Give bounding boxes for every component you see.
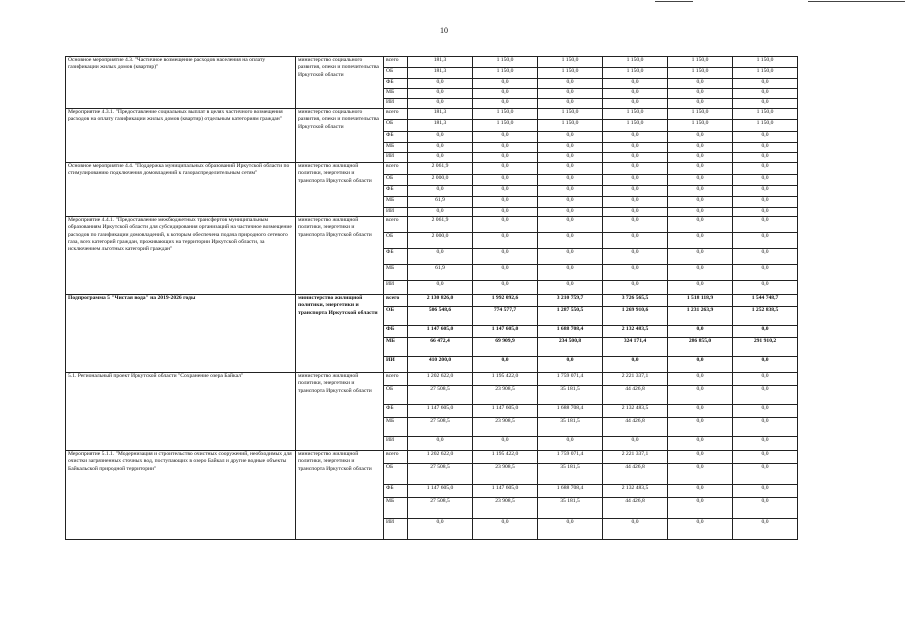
budget-table	[65, 56, 798, 540]
funding-source: МБ	[384, 143, 408, 153]
amount-cell: 2 221 337,1	[603, 451, 668, 464]
funding-source: ОБ	[384, 68, 408, 79]
funding-source: ИИ	[384, 281, 408, 295]
amount-cell: 44 426,8	[603, 464, 668, 485]
funding-source: ФБ	[384, 405, 408, 418]
funding-source: ИИ	[384, 357, 408, 373]
amount-cell: 27 508,5	[408, 464, 473, 485]
amount-cell: 2 061,9	[408, 163, 473, 175]
amount-cell: 27 508,5	[408, 386, 473, 405]
amount-cell: 0,0	[733, 326, 798, 338]
amount-cell: 0,0	[538, 208, 603, 217]
amount-cell: 2 221 337,1	[603, 373, 668, 386]
amount-cell: 0,0	[603, 217, 668, 233]
amount-cell: 1 287 550,5	[538, 307, 603, 326]
amount-cell: 0,0	[668, 153, 733, 163]
amount-cell: 0,0	[733, 208, 798, 217]
amount-cell: 0,0	[668, 217, 733, 233]
funding-source: ОБ	[384, 307, 408, 326]
amount-cell: 1 150,0	[733, 68, 798, 79]
amount-cell: 1 202 622,0	[408, 451, 473, 464]
amount-cell: 0,0	[733, 373, 798, 386]
amount-cell: 1 759 071,4	[538, 451, 603, 464]
amount-cell: 0,0	[473, 233, 538, 249]
amount-cell: 0,0	[733, 485, 798, 498]
funding-source: ОБ	[384, 175, 408, 186]
amount-cell: 0,0	[733, 437, 798, 451]
amount-cell: 0,0	[603, 153, 668, 163]
amount-cell: 0,0	[538, 89, 603, 99]
amount-cell: 0,0	[538, 79, 603, 89]
amount-cell: 27 508,5	[408, 498, 473, 519]
amount-cell: 0,0	[538, 233, 603, 249]
amount-cell: 0,0	[538, 163, 603, 175]
amount-cell: 0,0	[733, 153, 798, 163]
amount-cell: 0,0	[668, 405, 733, 418]
amount-cell: 0,0	[668, 249, 733, 265]
amount-cell: 0,0	[408, 249, 473, 265]
activity-name: Мероприятие 4.3.1. "Предоставление социальных выплат в целях частичного возмещения расходов на оплату газификации жилых домов (квартир) отдельным категориям граждан"	[66, 109, 296, 163]
amount-cell: 1 150,0	[538, 120, 603, 132]
amount-cell: 1 150,0	[733, 109, 798, 120]
amount-cell: 66 472,4	[408, 338, 473, 357]
executor: министерство жилищной политики, энергетики и транспорта Иркутской области	[296, 373, 384, 451]
amount-cell: 1 231 263,9	[668, 307, 733, 326]
amount-cell: 69 909,9	[473, 338, 538, 357]
funding-source: ФБ	[384, 249, 408, 265]
amount-cell: 0,0	[473, 265, 538, 281]
amount-cell: 0,0	[473, 197, 538, 208]
executor: министерство жилищной политики, энергетики и транспорта Иркутской области	[296, 451, 384, 540]
amount-cell: 0,0	[668, 99, 733, 109]
amount-cell: 1 147 605,0	[473, 485, 538, 498]
amount-cell: 774 577,7	[473, 307, 538, 326]
amount-cell: 0,0	[408, 519, 473, 540]
table-row	[66, 217, 798, 233]
amount-cell: 1 269 910,6	[603, 307, 668, 326]
amount-cell: 0,0	[473, 163, 538, 175]
amount-cell: 0,0	[408, 132, 473, 143]
executor: министерство социального развития, опеки и попечительства Иркутской области	[296, 57, 384, 109]
amount-cell: 0,0	[603, 249, 668, 265]
amount-cell: 0,0	[603, 175, 668, 186]
table-row	[66, 373, 798, 386]
amount-cell: 1 150,0	[668, 68, 733, 79]
amount-cell: 0,0	[473, 249, 538, 265]
amount-cell: 0,0	[473, 357, 538, 373]
amount-cell: 410 200,0	[408, 357, 473, 373]
amount-cell: 23 908,5	[473, 386, 538, 405]
table-row	[66, 109, 798, 120]
amount-cell: 0,0	[473, 89, 538, 99]
funding-source: МБ	[384, 498, 408, 519]
amount-cell: 0,0	[668, 281, 733, 295]
amount-cell: 0,0	[668, 233, 733, 249]
amount-cell: 181,3	[408, 57, 473, 68]
amount-cell: 0,0	[668, 418, 733, 437]
amount-cell: 0,0	[733, 89, 798, 99]
amount-cell: 0,0	[733, 498, 798, 519]
amount-cell: 0,0	[408, 153, 473, 163]
amount-cell: 1 150,0	[668, 109, 733, 120]
amount-cell: 0,0	[603, 143, 668, 153]
funding-source: МБ	[384, 89, 408, 99]
amount-cell: 0,0	[733, 464, 798, 485]
amount-cell: 1 195 422,0	[473, 451, 538, 464]
amount-cell: 1 544 748,7	[733, 295, 798, 307]
amount-cell: 23 908,5	[473, 464, 538, 485]
amount-cell: 0,0	[408, 143, 473, 153]
amount-cell: 0,0	[733, 217, 798, 233]
amount-cell: 0,0	[733, 186, 798, 197]
amount-cell: 1 150,0	[603, 109, 668, 120]
funding-source: ФБ	[384, 485, 408, 498]
amount-cell: 0,0	[473, 208, 538, 217]
amount-cell: 0,0	[668, 175, 733, 186]
amount-cell: 1 150,0	[473, 120, 538, 132]
amount-cell: 1 150,0	[668, 120, 733, 132]
amount-cell: 0,0	[408, 437, 473, 451]
amount-cell: 0,0	[668, 451, 733, 464]
amount-cell: 1 150,0	[473, 68, 538, 79]
amount-cell: 181,3	[408, 68, 473, 79]
amount-cell: 1 147 605,0	[473, 326, 538, 338]
amount-cell: 0,0	[733, 418, 798, 437]
executor: министерство жилищной политики, энергетики и транспорта Иркутской области	[296, 217, 384, 295]
amount-cell: 234 500,8	[538, 338, 603, 357]
amount-cell: 0,0	[733, 281, 798, 295]
funding-source: ИИ	[384, 437, 408, 451]
amount-cell: 1 202 622,0	[408, 373, 473, 386]
amount-cell: 0,0	[603, 79, 668, 89]
amount-cell: 0,0	[473, 99, 538, 109]
amount-cell: 0,0	[603, 132, 668, 143]
amount-cell: 0,0	[538, 186, 603, 197]
amount-cell: 1 759 071,4	[538, 373, 603, 386]
amount-cell: 2 132 483,5	[603, 485, 668, 498]
funding-source: ФБ	[384, 132, 408, 143]
amount-cell: 0,0	[603, 163, 668, 175]
activity-name: Мероприятие 5.1.1. "Модернизация и строительство очистных сооружений, необходимых для очистки загрязненных сточных вод, поступающих в озеро Байкал и другие водные объекты Байкальской природной территории"	[66, 451, 296, 540]
amount-cell: 0,0	[668, 519, 733, 540]
amount-cell: 1 150,0	[538, 109, 603, 120]
amount-cell: 1 150,0	[603, 57, 668, 68]
amount-cell: 0,0	[538, 281, 603, 295]
amount-cell: 1 150,0	[603, 120, 668, 132]
amount-cell: 44 426,8	[603, 418, 668, 437]
activity-name: Мероприятие 4.4.1. "Предоставление межбюджетных трансфертов муниципальным образованиям Иркутской области для субсидирования организаций на частичное возмещение расходов по газификации домовладений, к которым обеспечена подача природного сетевого газа, всех категорий граждан, проживающих на территории Иркутской области, за исключением льготных категорий граждан"	[66, 217, 296, 295]
amount-cell: 35 181,5	[538, 418, 603, 437]
amount-cell: 0,0	[538, 357, 603, 373]
amount-cell: 291 910,2	[733, 338, 798, 357]
amount-cell: 35 181,5	[538, 464, 603, 485]
funding-source: МБ	[384, 265, 408, 281]
amount-cell: 1 688 708,4	[538, 485, 603, 498]
amount-cell: 324 171,4	[603, 338, 668, 357]
amount-cell: 0,0	[538, 217, 603, 233]
amount-cell: 0,0	[538, 519, 603, 540]
amount-cell: 1 150,0	[668, 57, 733, 68]
funding-source: МБ	[384, 418, 408, 437]
amount-cell: 0,0	[538, 437, 603, 451]
amount-cell: 0,0	[473, 519, 538, 540]
amount-cell: 0,0	[603, 265, 668, 281]
table-row	[66, 163, 798, 175]
amount-cell: 2 130 826,0	[408, 295, 473, 307]
activity-name: Основное мероприятие 4.3. "Частичное возмещение расходов населения на оплату газификации жилых домов (квартир)"	[66, 57, 296, 109]
funding-source: всего	[384, 109, 408, 120]
amount-cell: 1 147 605,0	[408, 405, 473, 418]
amount-cell: 23 908,5	[473, 498, 538, 519]
amount-cell: 506 548,6	[408, 307, 473, 326]
amount-cell: 0,0	[668, 79, 733, 89]
amount-cell: 0,0	[473, 437, 538, 451]
amount-cell: 0,0	[733, 451, 798, 464]
top-border-line	[808, 1, 905, 2]
funding-source: ИИ	[384, 519, 408, 540]
amount-cell: 3 726 565,5	[603, 295, 668, 307]
amount-cell: 0,0	[538, 249, 603, 265]
amount-cell: 1 147 605,0	[473, 405, 538, 418]
table-row	[66, 451, 798, 464]
amount-cell: 0,0	[408, 89, 473, 99]
amount-cell: 0,0	[668, 265, 733, 281]
amount-cell: 61,9	[408, 197, 473, 208]
funding-source: МБ	[384, 338, 408, 357]
amount-cell: 0,0	[733, 99, 798, 109]
amount-cell: 0,0	[733, 175, 798, 186]
amount-cell: 0,0	[603, 437, 668, 451]
amount-cell: 0,0	[473, 143, 538, 153]
funding-source: ОБ	[384, 120, 408, 132]
amount-cell: 1 150,0	[473, 109, 538, 120]
amount-cell: 0,0	[473, 186, 538, 197]
amount-cell: 0,0	[668, 186, 733, 197]
funding-source: всего	[384, 373, 408, 386]
amount-cell: 0,0	[408, 208, 473, 217]
activity-name: 5.1. Региональный проект Иркутской области "Сохранение озера Байкал"	[66, 373, 296, 451]
amount-cell: 23 908,5	[473, 418, 538, 437]
amount-cell: 1 147 605,0	[408, 326, 473, 338]
funding-source: всего	[384, 57, 408, 68]
amount-cell: 1 992 092,6	[473, 295, 538, 307]
amount-cell: 0,0	[603, 519, 668, 540]
amount-cell: 1 195 422,0	[473, 373, 538, 386]
funding-source: ОБ	[384, 233, 408, 249]
amount-cell: 0,0	[668, 197, 733, 208]
funding-source: ИИ	[384, 99, 408, 109]
amount-cell: 0,0	[473, 79, 538, 89]
amount-cell: 0,0	[733, 249, 798, 265]
amount-cell: 0,0	[603, 89, 668, 99]
amount-cell: 35 181,5	[538, 498, 603, 519]
amount-cell: 0,0	[733, 163, 798, 175]
amount-cell: 1 150,0	[473, 57, 538, 68]
amount-cell: 0,0	[668, 326, 733, 338]
funding-source: всего	[384, 217, 408, 233]
amount-cell: 1 150,0	[603, 68, 668, 79]
amount-cell: 0,0	[668, 132, 733, 143]
amount-cell: 2 132 483,5	[603, 326, 668, 338]
amount-cell: 1 688 708,4	[538, 405, 603, 418]
amount-cell: 27 508,5	[408, 418, 473, 437]
amount-cell: 2 000,0	[408, 175, 473, 186]
amount-cell: 0,0	[668, 437, 733, 451]
amount-cell: 2 132 483,5	[603, 405, 668, 418]
amount-cell: 0,0	[668, 485, 733, 498]
amount-cell: 0,0	[733, 132, 798, 143]
amount-cell: 0,0	[408, 281, 473, 295]
table-row	[66, 57, 798, 68]
amount-cell: 0,0	[603, 233, 668, 249]
funding-source: ФБ	[384, 326, 408, 338]
funding-source: ОБ	[384, 464, 408, 485]
amount-cell: 0,0	[473, 281, 538, 295]
executor: министерство жилищной политики, энергетики и транспорта Иркутской области	[296, 295, 384, 373]
amount-cell: 1 150,0	[538, 68, 603, 79]
amount-cell: 0,0	[603, 281, 668, 295]
amount-cell: 1 150,0	[538, 57, 603, 68]
amount-cell: 0,0	[668, 386, 733, 405]
amount-cell: 0,0	[473, 132, 538, 143]
funding-source: ИИ	[384, 208, 408, 217]
amount-cell: 0,0	[538, 197, 603, 208]
amount-cell: 0,0	[603, 197, 668, 208]
funding-source: всего	[384, 163, 408, 175]
amount-cell: 0,0	[733, 79, 798, 89]
amount-cell: 1 147 605,0	[408, 485, 473, 498]
executor: министерство социального развития, опеки и попечительства Иркутской области	[296, 109, 384, 163]
amount-cell: 35 181,5	[538, 386, 603, 405]
amount-cell: 2 061,9	[408, 217, 473, 233]
funding-source: всего	[384, 451, 408, 464]
amount-cell: 0,0	[538, 175, 603, 186]
amount-cell: 44 426,8	[603, 498, 668, 519]
amount-cell: 1 252 838,5	[733, 307, 798, 326]
funding-source: МБ	[384, 197, 408, 208]
amount-cell: 0,0	[733, 405, 798, 418]
amount-cell: 0,0	[733, 233, 798, 249]
amount-cell: 0,0	[473, 153, 538, 163]
amount-cell: 0,0	[408, 79, 473, 89]
amount-cell: 181,3	[408, 109, 473, 120]
amount-cell: 0,0	[733, 519, 798, 540]
funding-source: всего	[384, 295, 408, 307]
amount-cell: 0,0	[408, 99, 473, 109]
amount-cell: 0,0	[733, 357, 798, 373]
amount-cell: 0,0	[733, 386, 798, 405]
amount-cell: 44 426,8	[603, 386, 668, 405]
table-row	[66, 295, 798, 307]
amount-cell: 2 000,0	[408, 233, 473, 249]
amount-cell: 3 210 759,7	[538, 295, 603, 307]
amount-cell: 0,0	[733, 265, 798, 281]
amount-cell: 1 518 118,9	[668, 295, 733, 307]
funding-source: ФБ	[384, 186, 408, 197]
funding-source: ФБ	[384, 79, 408, 89]
amount-cell: 0,0	[603, 208, 668, 217]
amount-cell: 0,0	[668, 357, 733, 373]
amount-cell: 286 855,0	[668, 338, 733, 357]
amount-cell: 0,0	[733, 143, 798, 153]
funding-source: ОБ	[384, 386, 408, 405]
activity-name: Основное мероприятие 4.4. "Поддержка муниципальных образований Иркутской области по стимулированию подключения домовладений к газораспределительным сетям"	[66, 163, 296, 217]
amount-cell: 0,0	[668, 498, 733, 519]
amount-cell: 1 688 708,4	[538, 326, 603, 338]
amount-cell: 1 150,0	[733, 120, 798, 132]
amount-cell: 0,0	[668, 464, 733, 485]
amount-cell: 0,0	[668, 163, 733, 175]
amount-cell: 0,0	[668, 208, 733, 217]
amount-cell: 61,9	[408, 265, 473, 281]
amount-cell: 181,3	[408, 120, 473, 132]
top-border-line	[655, 1, 693, 2]
amount-cell: 0,0	[733, 197, 798, 208]
executor: министерство жилищной политики, энергетики и транспорта Иркутской области	[296, 163, 384, 217]
amount-cell: 0,0	[538, 143, 603, 153]
amount-cell: 0,0	[473, 175, 538, 186]
funding-source: ИИ	[384, 153, 408, 163]
amount-cell: 0,0	[603, 357, 668, 373]
amount-cell: 0,0	[538, 265, 603, 281]
amount-cell: 0,0	[668, 143, 733, 153]
amount-cell: 0,0	[603, 99, 668, 109]
amount-cell: 0,0	[538, 99, 603, 109]
page-number: 10	[440, 26, 448, 35]
amount-cell: 0,0	[408, 186, 473, 197]
amount-cell: 0,0	[538, 153, 603, 163]
activity-name: Подпрограмма 5 "Чистая вода" на 2019-2026 годы	[66, 295, 296, 373]
amount-cell: 0,0	[538, 132, 603, 143]
amount-cell: 0,0	[473, 217, 538, 233]
amount-cell: 1 150,0	[733, 57, 798, 68]
amount-cell: 0,0	[668, 373, 733, 386]
amount-cell: 0,0	[603, 186, 668, 197]
amount-cell: 0,0	[668, 89, 733, 99]
